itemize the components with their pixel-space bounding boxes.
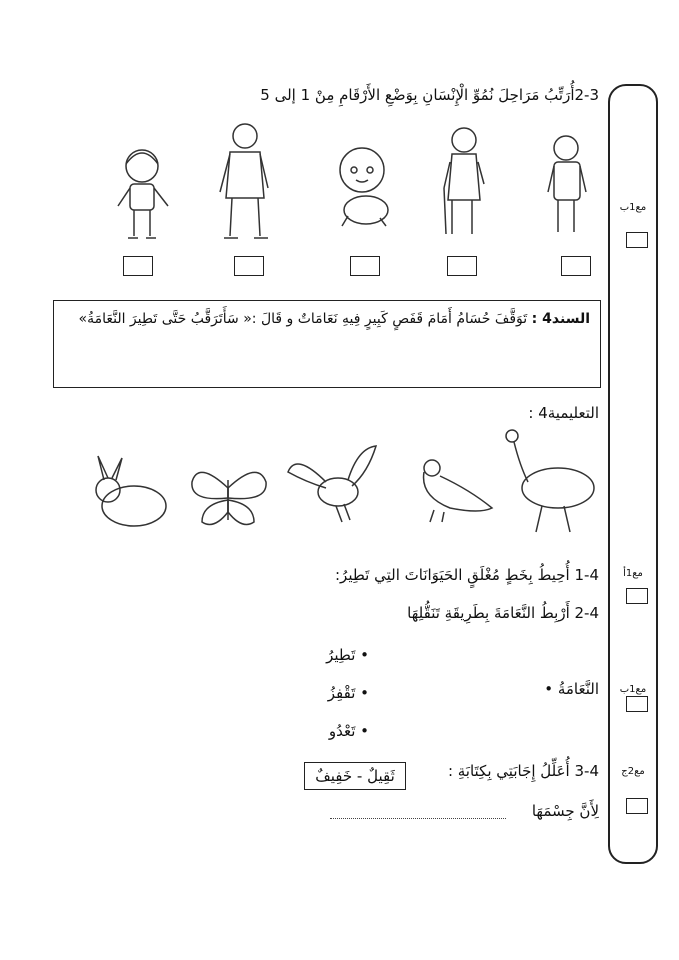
bird-icon (288, 446, 376, 522)
elderly-figure (444, 128, 484, 234)
criterion-label-1: مع1ب (619, 202, 647, 213)
matching-option-2[interactable]: • تَقْفِزُ (327, 684, 369, 702)
question-4-3: 3-4 أُعَلِّلُ إِجَابَتِي بِكِتَابَةِ : (447, 762, 599, 780)
document-4-text: تَوَقَّفَ حُسَامُ أَمَامَ قَفَصٍ كَبِيرٍ فِيهِ نَعَامَاتٌ و قَالَ :« سَأَتَرَقَّبُ حَتَّى تَطِيرَ النَّعَامَةُ» (78, 311, 528, 327)
criterion-label-2: مع1أ (623, 568, 643, 579)
criterion-label-4: مع2ج (621, 766, 645, 777)
matching-option-3[interactable]: • تَعْدُو (328, 722, 369, 740)
answer-box-1[interactable] (123, 256, 153, 276)
criterion-box-1[interactable] (626, 232, 648, 248)
choice-box: ثَقِيلٌ - خَفِيفٌ (304, 762, 406, 790)
adult-man-figure (220, 124, 268, 238)
ostrich-icon (506, 430, 594, 532)
human-growth-figures (110, 118, 610, 248)
answer-box-2[interactable] (234, 256, 264, 276)
answer-box-3[interactable] (350, 256, 380, 276)
butterfly-icon (192, 472, 266, 524)
child-figure (118, 150, 168, 238)
baby-figure (340, 148, 388, 226)
matching-option-1[interactable]: • تَطِيرُ (326, 646, 369, 664)
criterion-box-4[interactable] (626, 798, 648, 814)
question-4-1: 1-4 أُحِيطُ بِخَطٍ مُغْلَقٍ الحَيَوَانَاتَ التِي تَطِيرُ: (335, 566, 599, 584)
question-3-2: 2-3أُرَتِّبُ مَرَاحِلَ نُمُوِّ الْإِنْسَانِ بِوَضْعِ الأَرْقَامِ مِنْ 1 إلى 5 (260, 86, 599, 104)
rabbit-icon (96, 456, 166, 526)
criterion-box-2[interactable] (626, 588, 648, 604)
teenager-figure (548, 136, 586, 232)
document-4-label: السند4 : (531, 311, 590, 327)
criterion-box-3[interactable] (626, 696, 648, 712)
answer-dotted-line[interactable] (330, 806, 506, 819)
matching-left-item[interactable]: النَّعَامَةُ • (544, 680, 599, 698)
document-4-box (53, 300, 601, 388)
criterion-label-3: مع1ب (619, 684, 647, 695)
answer-box-5[interactable] (561, 256, 591, 276)
question-4-2: 2-4 أَرْبِطُ النَّعَامَةَ بِطَرِيقَةِ تَنَقُّلِهَا (407, 604, 599, 622)
answer-box-4[interactable] (447, 256, 477, 276)
instruction-4-label: التعليمية4 : (528, 404, 599, 422)
dove-icon (424, 460, 492, 522)
criteria-panel (608, 84, 658, 864)
answer-prefix: لِأَنَّ جِسْمَهَا (531, 802, 599, 820)
animals-figures (80, 426, 610, 536)
